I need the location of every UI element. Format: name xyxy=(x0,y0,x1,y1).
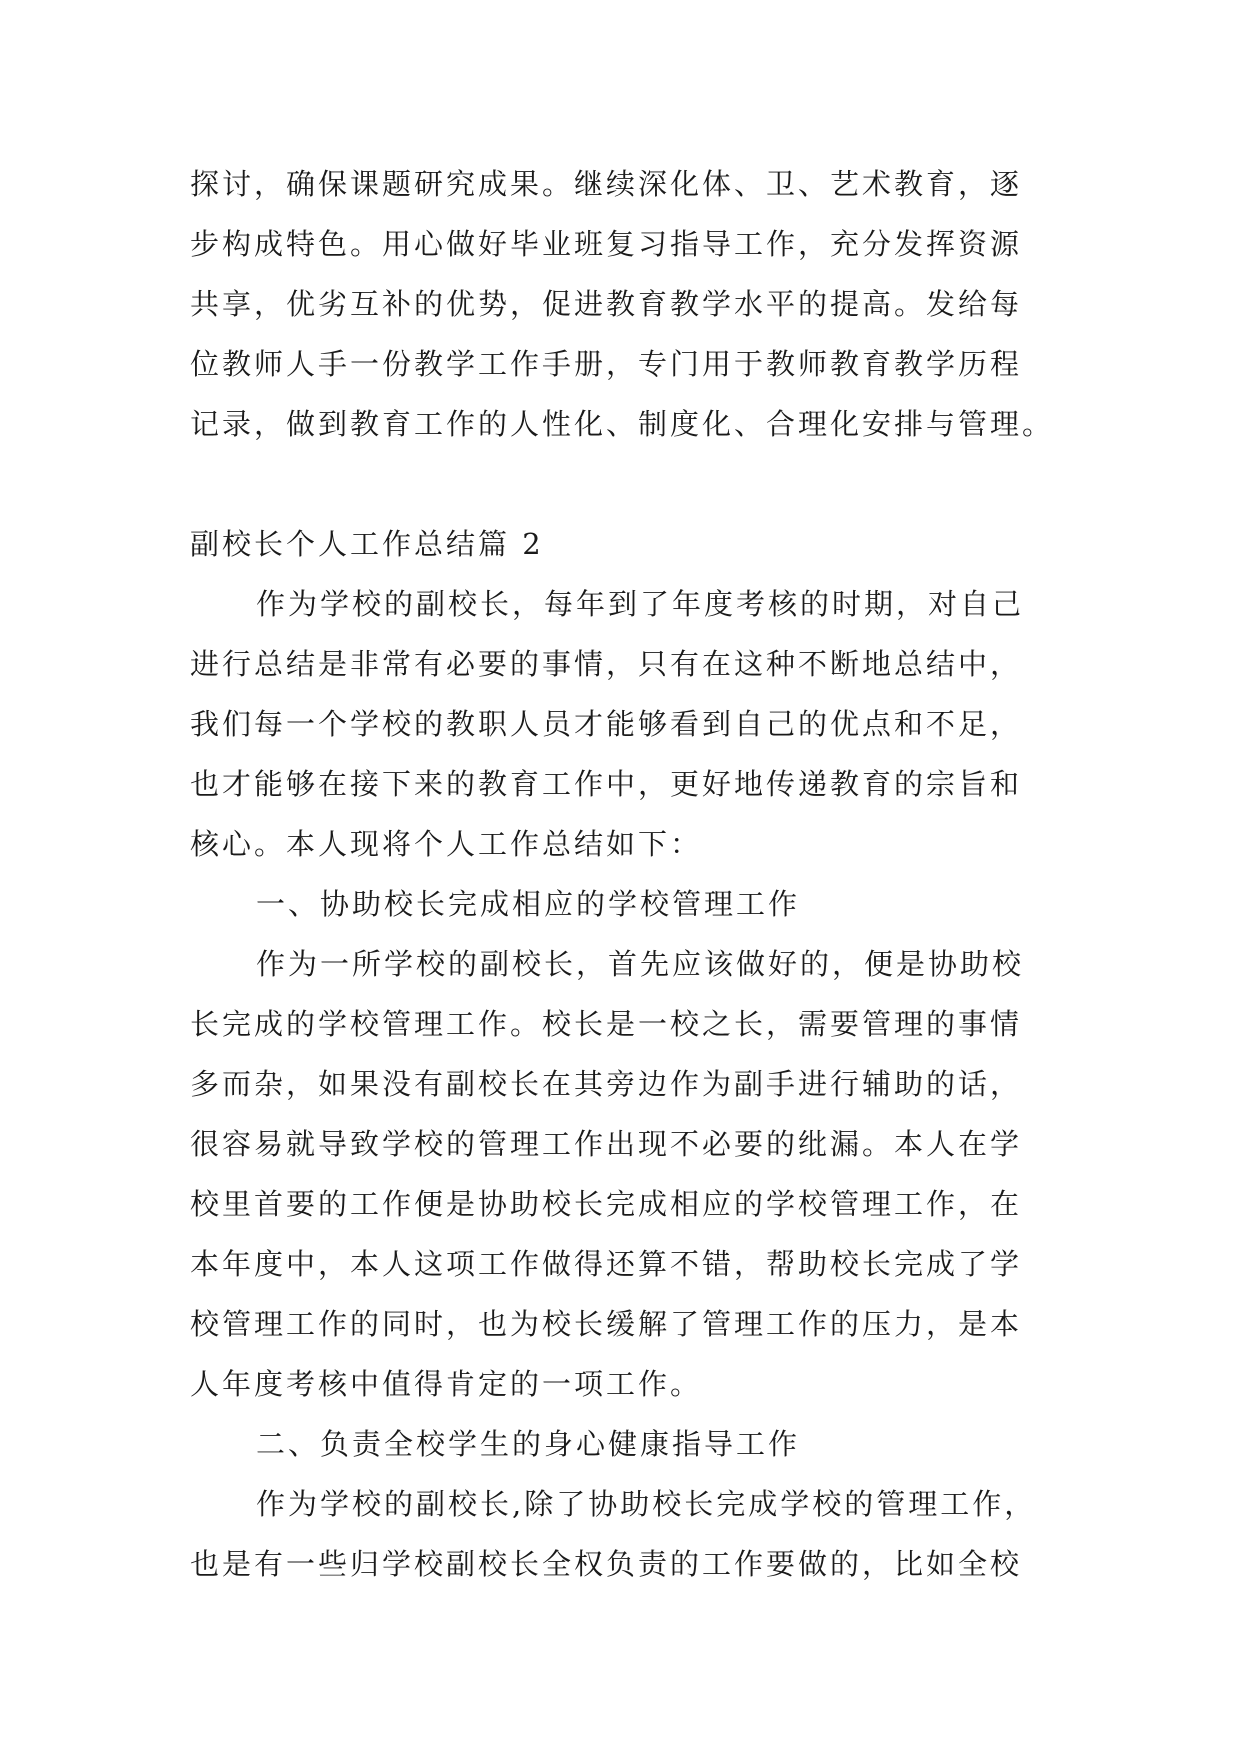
text-line: 记录，做到教育工作的人性化、制度化、合理化安排与管理。 xyxy=(190,407,1055,441)
text-line: 步构成特色。用心做好毕业班复习指导工作，充分发挥资源 xyxy=(190,227,1023,261)
subheading: 一、协助校长完成相应的学校管理工作 xyxy=(256,887,801,921)
text-line: 也才能够在接下来的教育工作中，更好地传递教育的宗旨和 xyxy=(190,767,1023,801)
text-line: 长完成的学校管理工作。校长是一校之长，需要管理的事情 xyxy=(190,1007,1023,1041)
text-line: 本年度中，本人这项工作做得还算不错，帮助校长完成了学 xyxy=(190,1247,1023,1281)
text-line: 人年度考核中值得肯定的一项工作。 xyxy=(190,1367,703,1401)
text-line: 位教师人手一份教学工作手册，专门用于教师教育教学历程 xyxy=(190,347,1023,381)
section-title-block xyxy=(190,514,1050,574)
section-body xyxy=(190,574,1050,1594)
text-line: 校里首要的工作便是协助校长完成相应的学校管理工作，在 xyxy=(190,1187,1023,1221)
text-line: 我们每一个学校的教职人员才能够看到自己的优点和不足， xyxy=(190,707,1023,741)
subheading: 二、负责全校学生的身心健康指导工作 xyxy=(256,1427,801,1461)
paragraph-first-line: 作为学校的副校长,除了协助校长完成学校的管理工作， xyxy=(256,1487,1037,1521)
section-title: 副校长个人工作总结篇 2 xyxy=(190,527,544,561)
intro-paragraph xyxy=(190,154,1055,454)
text-line: 也是有一些归学校副校长全权负责的工作要做的，比如全校 xyxy=(190,1547,1023,1581)
text-line: 校管理工作的同时，也为校长缓解了管理工作的压力，是本 xyxy=(190,1307,1023,1341)
paragraph-first-line: 作为一所学校的副校长，首先应该做好的，便是协助校 xyxy=(256,947,1025,981)
text-line: 共享，优劣互补的优势，促进教育教学水平的提高。发给每 xyxy=(190,287,1023,321)
text-line: 很容易就导致学校的管理工作出现不必要的纰漏。本人在学 xyxy=(190,1127,1023,1161)
paragraph-first-line: 作为学校的副校长，每年到了年度考核的时期，对自己 xyxy=(256,587,1025,621)
text-line: 多而杂，如果没有副校长在其旁边作为副手进行辅助的话， xyxy=(190,1067,1023,1101)
text-line: 探讨，确保课题研究成果。继续深化体、卫、艺术教育，逐 xyxy=(190,167,1023,201)
text-line: 进行总结是非常有必要的事情，只有在这种不断地总结中， xyxy=(190,647,1023,681)
text-line: 核心。本人现将个人工作总结如下： xyxy=(190,827,703,861)
